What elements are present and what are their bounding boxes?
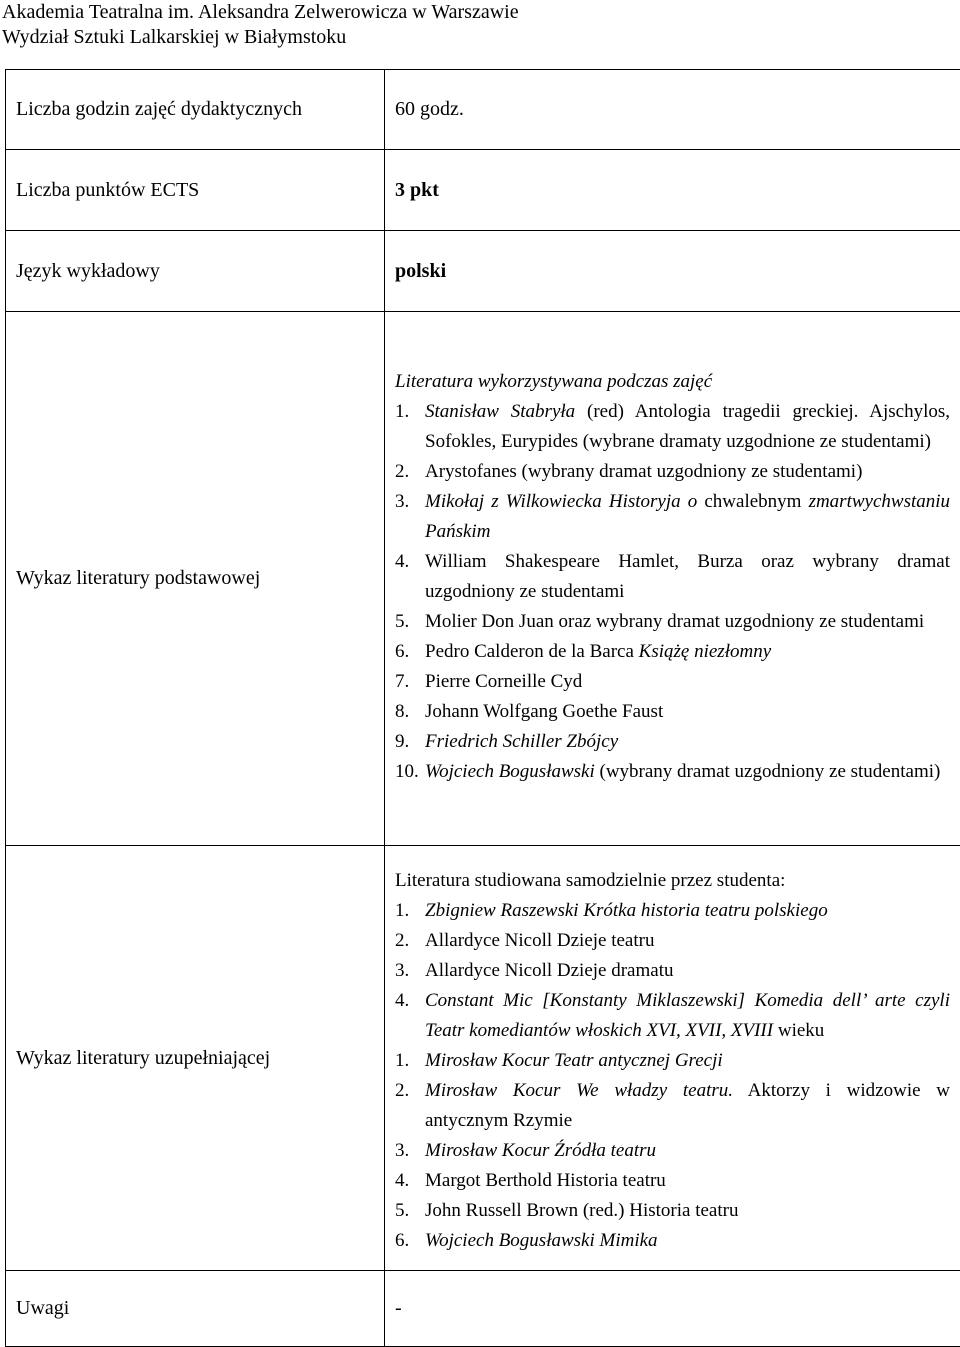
item-text: [425, 926, 950, 956]
item-number: 3.: [395, 487, 425, 547]
item-text-part: John Russell Brown (red.) Historia teatru: [425, 1200, 738, 1221]
item-text-part: Mirosław Kocur Teatr antycznej Grecji: [425, 1050, 723, 1071]
hours-label: Liczba godzin zajęć dydaktycznych: [6, 70, 385, 150]
hours-value: 60 godz.: [385, 70, 960, 150]
item-text-part: Pierre Corneille Cyd: [425, 671, 582, 692]
item-number: 1.: [395, 397, 425, 457]
item-text: [425, 397, 950, 457]
supplementary-literature-label: Wykaz literatury uzupełniającej: [6, 846, 385, 1271]
faculty-name: Wydział Sztuki Lalkarskiej w Białymstoku: [2, 25, 346, 49]
item-text: [425, 1196, 950, 1226]
language-value: polski: [385, 231, 960, 312]
notes-value: -: [385, 1271, 960, 1347]
table-row: [6, 846, 960, 1271]
item-number: 4.: [395, 986, 425, 1046]
item-text-part: Wojciech Bogusławski: [425, 761, 595, 782]
table-row: [6, 312, 960, 846]
item-number: 1.: [395, 1046, 425, 1076]
item-number: 3.: [395, 956, 425, 986]
item-text-part: Stanisław Stabryła: [425, 401, 575, 422]
list-item: [395, 697, 950, 727]
ects-label: Liczba punktów ECTS: [6, 150, 385, 231]
item-text: [425, 487, 950, 547]
list-item: [395, 1136, 950, 1166]
item-number: 8.: [395, 697, 425, 727]
item-text: [425, 637, 950, 667]
ects-value: 3 pkt: [385, 150, 960, 231]
item-number: 3.: [395, 1136, 425, 1166]
table-row: [6, 1271, 960, 1347]
table-row: [6, 70, 960, 150]
notes-label: Uwagi: [6, 1271, 385, 1347]
item-number: 7.: [395, 667, 425, 697]
list-item: [395, 1226, 950, 1256]
item-text-part: Zbigniew Raszewski Krótka historia teatru polskiego: [425, 900, 828, 921]
item-text-part: Aktorzy i widzowie w antycznym Rzymie: [425, 1080, 950, 1131]
list-item: [395, 397, 950, 457]
syllabus-table: [5, 69, 960, 1347]
list-item: [395, 926, 950, 956]
item-number: 10.: [395, 757, 425, 787]
item-text-part: Mirosław Kocur Źródła teatru: [425, 1140, 656, 1161]
item-text-part: William Shakespeare Hamlet, Burza oraz wybrany dramat uzgodniony ze studentami: [425, 551, 950, 602]
item-text: [425, 457, 950, 487]
item-text: [425, 727, 950, 757]
item-text-part: wieku: [773, 1020, 824, 1041]
item-number: 2.: [395, 457, 425, 487]
item-text: [425, 667, 950, 697]
list-item: [395, 457, 950, 487]
item-text: [425, 1136, 950, 1166]
basic-literature-label: Wykaz literatury podstawowej: [6, 312, 385, 846]
supplementary-literature-cell: [385, 846, 960, 1271]
list-item: [395, 896, 950, 926]
institution-name: Akademia Teatralna im. Aleksandra Zelwerowicza w Warszawie: [2, 0, 519, 24]
item-text-part: (wybrany dramat uzgodniony ze studentami): [595, 761, 941, 782]
item-text-part: zmartwychwstaniu Pańskim: [425, 491, 950, 542]
list-item: [395, 727, 950, 757]
table-row: [6, 231, 960, 312]
list-item: [395, 1076, 950, 1136]
supplementary-literature-list: [395, 896, 950, 1256]
list-item: [395, 956, 950, 986]
item-text-part: (red) Antologia tragedii greckiej. Ajschylos, Sofokles, Eurypides (wybrane dramaty uzgodnione ze studentami): [425, 401, 950, 452]
basic-literature-cell: [385, 312, 960, 846]
item-text: [425, 956, 950, 986]
supplementary-literature-heading: Literatura studiowana samodzielnie przez studenta:: [395, 866, 950, 896]
item-number: 4.: [395, 547, 425, 607]
item-text: [425, 697, 950, 727]
item-text: [425, 1046, 950, 1076]
item-number: 5.: [395, 1196, 425, 1226]
list-item: [395, 1166, 950, 1196]
item-text: [425, 1076, 950, 1136]
list-item: [395, 986, 950, 1046]
item-text-part: chwalebnym: [697, 491, 808, 512]
list-item: [395, 637, 950, 667]
item-text-part: Allardyce Nicoll Dzieje teatru: [425, 930, 654, 951]
item-number: 5.: [395, 607, 425, 637]
item-number: 9.: [395, 727, 425, 757]
list-item: [395, 1046, 950, 1076]
item-text-part: Wojciech Bogusławski Mimika: [425, 1230, 658, 1251]
basic-literature-heading: Literatura wykorzystywana podczas zajęć: [395, 367, 950, 397]
table-row: [6, 150, 960, 231]
language-label: Język wykładowy: [6, 231, 385, 312]
item-text-part: Allardyce Nicoll Dzieje dramatu: [425, 960, 673, 981]
list-item: [395, 547, 950, 607]
item-text-part: Arystofanes (wybrany dramat uzgodniony ze studentami): [425, 461, 862, 482]
list-item: [395, 607, 950, 637]
item-text: [425, 607, 950, 637]
item-text-part: Pedro Calderon de la Barca: [425, 641, 639, 662]
item-text-part: Książę niezłomny: [639, 641, 771, 662]
list-item: [395, 667, 950, 697]
item-text-part: Molier Don Juan oraz wybrany dramat uzgodniony ze studentami: [425, 611, 924, 632]
item-text: [425, 1166, 950, 1196]
item-text-part: Friedrich Schiller Zbójcy: [425, 731, 618, 752]
item-number: 6.: [395, 1226, 425, 1256]
basic-literature-list: [395, 397, 950, 787]
item-number: 6.: [395, 637, 425, 667]
item-text-part: Constant Mic [Konstanty Miklaszewski] Komedia dell’ arte czyli Teatr komediantów włoskich XVI, XVII, XVIII: [425, 990, 950, 1041]
item-number: 4.: [395, 1166, 425, 1196]
list-item: [395, 757, 950, 787]
item-text-part: Margot Berthold Historia teatru: [425, 1170, 666, 1191]
item-text: [425, 547, 950, 607]
list-item: [395, 487, 950, 547]
item-text-part: Johann Wolfgang Goethe Faust: [425, 701, 663, 722]
item-text: [425, 896, 950, 926]
item-text-part: Mirosław Kocur We władzy teatru.: [425, 1080, 733, 1101]
item-text-part: Mikołaj z Wilkowiecka Historyja o: [425, 491, 697, 512]
item-text: [425, 1226, 950, 1256]
item-number: 2.: [395, 926, 425, 956]
item-text: [425, 986, 950, 1046]
item-number: 1.: [395, 896, 425, 926]
item-number: 2.: [395, 1076, 425, 1136]
item-text: [425, 757, 950, 787]
list-item: [395, 1196, 950, 1226]
